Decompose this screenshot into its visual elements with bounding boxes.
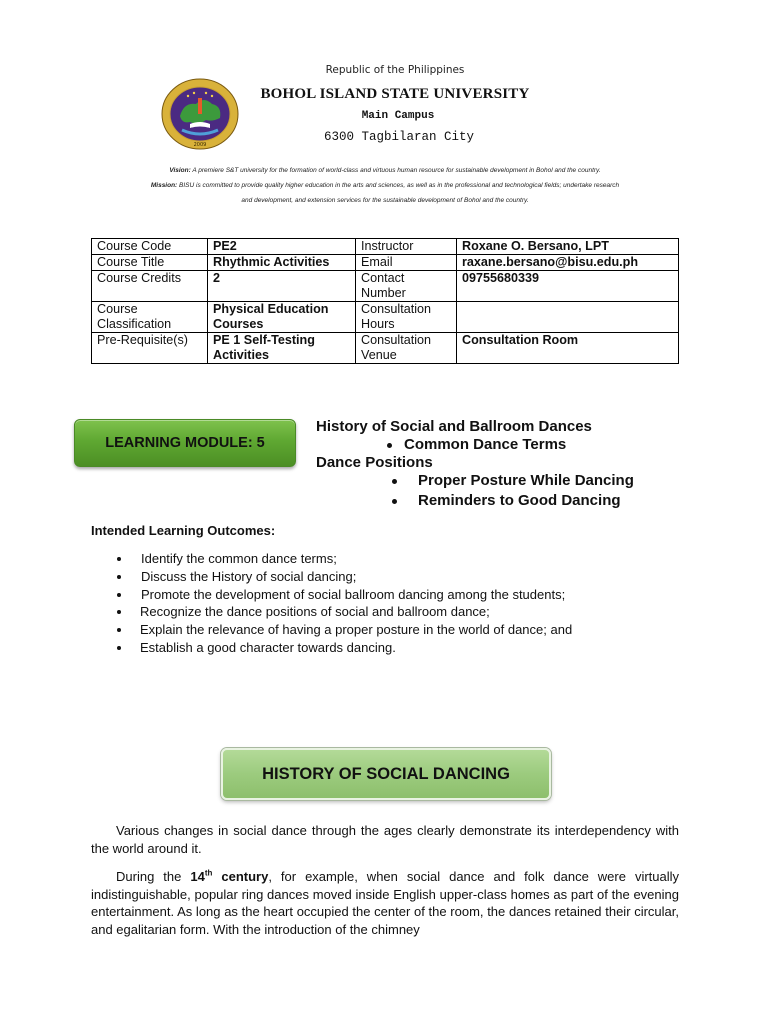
bullet-icon xyxy=(392,499,397,504)
list-item: Explain the relevance of having a proper posture in the world of dance; and xyxy=(91,621,572,639)
topic-proper-posture: Proper Posture While Dancing xyxy=(392,472,634,491)
learning-module-banner: LEARNING MODULE: 5 xyxy=(74,419,296,467)
learning-outcomes-list xyxy=(91,550,572,657)
contact-number-value: 09755680339 xyxy=(457,271,679,302)
course-classification-value: Physical Education Courses xyxy=(208,302,356,333)
table-row xyxy=(92,271,679,302)
consultation-venue-value: Consultation Room xyxy=(457,333,679,364)
list-item: Discuss the History of social dancing; xyxy=(91,568,572,586)
list-item: Identify the common dance terms; xyxy=(91,550,572,568)
course-code-label: Course Code xyxy=(92,239,208,255)
list-item: Establish a good character towards dancing. xyxy=(91,639,572,657)
campus-label: Main Campus xyxy=(361,110,435,122)
svg-text:2009: 2009 xyxy=(193,142,207,148)
course-title-value: Rhythmic Activities xyxy=(208,255,356,271)
email-value[interactable]: raxane.bersano@bisu.edu.ph xyxy=(457,255,679,271)
mission-statement-cont: and development, and extension services for the sustainable development of Bohol and the country. xyxy=(241,197,529,204)
consultation-hours-label: Consultation Hours xyxy=(356,302,457,333)
email-label: Email xyxy=(356,255,457,271)
bullet-icon xyxy=(117,557,121,561)
bullet-icon xyxy=(117,593,121,597)
topic-dance-positions: Dance Positions xyxy=(316,454,433,471)
consultation-venue-label: Consultation Venue xyxy=(356,333,457,364)
consultation-hours-value xyxy=(457,302,679,333)
course-credits-label: Course Credits xyxy=(92,271,208,302)
instructor-value: Roxane O. Bersano, LPT xyxy=(457,239,679,255)
mission-statement: Mission: BISU is committed to provide quality higher education in the arts and sciences, as well as in the professional and technological fields; undertake research xyxy=(150,182,620,189)
course-info-table xyxy=(91,238,679,364)
bullet-icon xyxy=(117,575,121,579)
table-row xyxy=(92,239,679,255)
paragraph-intro: Various changes in social dance through the ages clearly demonstrate its interdependency with the world around it. xyxy=(91,823,679,856)
course-code-value: PE2 xyxy=(208,239,356,255)
bullet-icon xyxy=(117,628,121,632)
learning-outcomes-title: Intended Learning Outcomes: xyxy=(91,523,276,538)
topic-reminders: Reminders to Good Dancing xyxy=(392,492,621,511)
table-row xyxy=(92,255,679,271)
vision-statement: Vision: A premiere S&T university for the formation of world-class and virtuous human resource for sustainable development in Bohol and the country. xyxy=(169,167,601,174)
prerequisite-label: Pre-Requisite(s) xyxy=(92,333,208,364)
city-address: 6300 Tagbilaran City xyxy=(323,130,475,144)
contact-number-label: Contact Number xyxy=(356,271,457,302)
instructor-label: Instructor xyxy=(356,239,457,255)
section-title-banner: HISTORY OF SOCIAL DANCING xyxy=(221,748,551,800)
paragraph-14th-century: During the 14th century, for example, when social dance and folk dance were virtually indistinguishable, popular ring dances moved inside English upper-class homes as part of the evening entertainment. As long as the heart occupied the center of the room, the dances retained their circular, and egalitarian form. With the introduction of the chimney xyxy=(91,868,680,937)
bullet-icon xyxy=(117,610,121,614)
course-classification-label: Course Classification xyxy=(92,302,208,333)
table-row xyxy=(92,302,679,333)
bullet-icon xyxy=(117,646,121,650)
list-item: Recognize the dance positions of social and ballroom dance; xyxy=(91,603,572,621)
bullet-icon xyxy=(387,443,392,448)
table-row xyxy=(92,333,679,364)
topic-history: History of Social and Ballroom Dances xyxy=(316,418,592,435)
list-item: Promote the development of social ballroom dancing among the students; xyxy=(91,586,572,604)
university-name: BOHOL ISLAND STATE UNIVERSITY xyxy=(260,86,530,102)
republic-label: Republic of the Philippines xyxy=(325,64,465,76)
course-title-label: Course Title xyxy=(92,255,208,271)
bullet-icon xyxy=(392,479,397,484)
prerequisite-value: PE 1 Self-Testing Activities xyxy=(208,333,356,364)
topic-common-terms: Common Dance Terms xyxy=(387,436,566,455)
course-credits-value: 2 xyxy=(208,271,356,302)
